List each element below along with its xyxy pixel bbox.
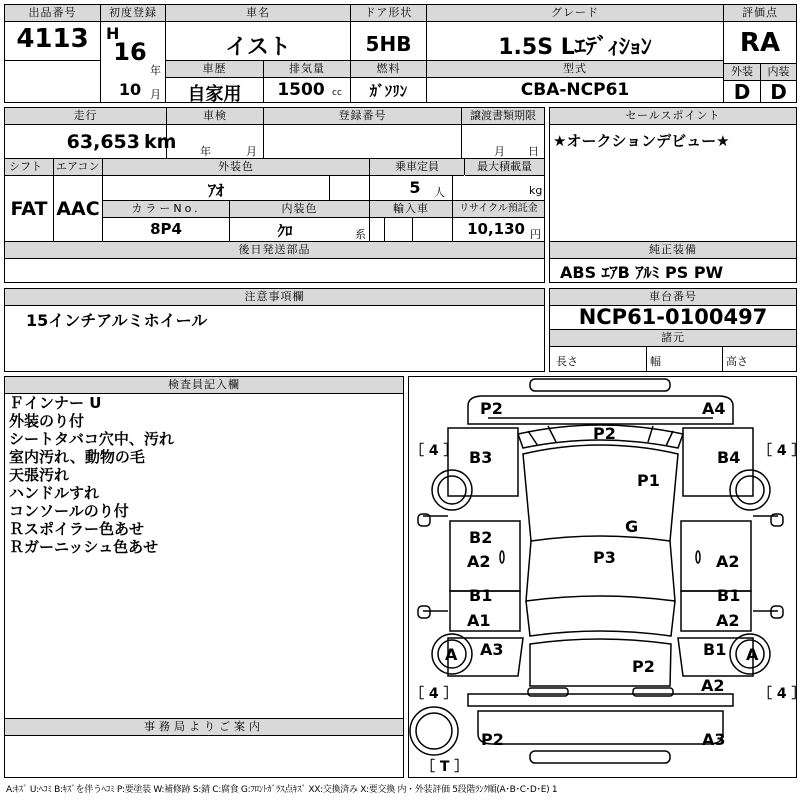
mileage-unit: km bbox=[144, 131, 177, 153]
color-no: 8P4 bbox=[150, 220, 182, 238]
spare-tire: ［ T ］ bbox=[421, 759, 469, 775]
history: 自家用 bbox=[187, 84, 242, 105]
import-label: 輸入車 bbox=[370, 201, 452, 218]
damage-mark: B1 bbox=[703, 640, 727, 659]
recycle-unit: 円 bbox=[530, 228, 541, 241]
spec-label: 諸元 bbox=[550, 330, 796, 347]
load-label: 最大積載量 bbox=[465, 159, 544, 176]
int-color: ｸﾛ bbox=[277, 222, 293, 240]
shift-label: シフト bbox=[5, 159, 53, 176]
tire-tread: ［ 4 ］ bbox=[758, 686, 806, 702]
sales-point-label: セールスポイント bbox=[550, 108, 796, 125]
tire-tread: ［ 4 ］ bbox=[758, 443, 806, 459]
int-color-unit: 系 bbox=[355, 228, 366, 241]
interior-grade: D bbox=[770, 80, 787, 104]
damage-mark: B4 bbox=[717, 448, 741, 467]
damage-mark: A2 bbox=[467, 552, 491, 571]
inspector-line: ハンドルすれ bbox=[9, 484, 100, 502]
capacity-label: 乗車定員 bbox=[370, 159, 464, 176]
exterior-grade: D bbox=[733, 80, 751, 104]
recycle-label: リサイクル預託金 bbox=[453, 201, 544, 218]
fuel: ｶﾞｿﾘﾝ bbox=[369, 82, 408, 100]
damage-mark: A2 bbox=[716, 552, 740, 571]
model-label: 型式 bbox=[427, 61, 723, 78]
displacement: 1500 bbox=[277, 80, 325, 100]
damage-mark: P3 bbox=[593, 548, 616, 567]
recycle: 10,130 bbox=[467, 220, 525, 238]
transfer-month-unit: 月 bbox=[494, 145, 505, 158]
capacity: 5 bbox=[409, 178, 421, 197]
displacement-label: 排気量 bbox=[264, 61, 350, 78]
chassis-label: 車台番号 bbox=[550, 289, 796, 306]
color-no-label: カラーNo. bbox=[103, 201, 229, 218]
notes-text: 15インチアルミホイール bbox=[26, 311, 208, 330]
damage-mark: P2 bbox=[593, 424, 616, 443]
inspector-line: 天張汚れ bbox=[9, 466, 70, 484]
car-name-label: 車名 bbox=[166, 5, 350, 22]
damage-mark: B3 bbox=[469, 448, 493, 467]
first-reg-month: 10 bbox=[118, 80, 142, 99]
tire-tread: ［ 4 ］ bbox=[410, 686, 458, 702]
inspection-label: 車検 bbox=[167, 108, 263, 125]
damage-mark: A2 bbox=[716, 611, 740, 630]
ins-month-unit: 月 bbox=[246, 145, 257, 158]
color-label: 外装色 bbox=[103, 159, 369, 176]
shift: FAT bbox=[10, 198, 48, 220]
capacity-unit: 人 bbox=[434, 186, 445, 199]
score: RA bbox=[739, 28, 781, 58]
exterior-label: 外装 bbox=[724, 64, 760, 81]
equipment-label: 純正装備 bbox=[550, 242, 796, 259]
inspector-label: 検査員記入欄 bbox=[5, 377, 403, 394]
damage-mark: A3 bbox=[480, 640, 504, 659]
reg-no-label: 登録番号 bbox=[264, 108, 461, 125]
later-parts-label: 後日発送部品 bbox=[5, 242, 544, 259]
door-label: ドア形状 bbox=[351, 5, 426, 22]
inspector-line: Ｒガーニッシュ色あせ bbox=[9, 538, 159, 556]
height-label: 高さ bbox=[726, 355, 748, 368]
score-label: 評価点 bbox=[724, 5, 796, 22]
load-unit: kg bbox=[529, 184, 543, 197]
grade-label: グレード bbox=[427, 5, 723, 22]
lot-no: 4113 bbox=[16, 24, 89, 54]
inspector-lines bbox=[9, 394, 174, 556]
car-name: イスト bbox=[225, 35, 291, 60]
damage-mark: B1 bbox=[717, 586, 741, 605]
inspector-line: シートタバコ穴中、汚れ bbox=[9, 430, 174, 448]
lot-no-label: 出品番号 bbox=[5, 5, 100, 22]
length-label: 長さ bbox=[556, 355, 578, 368]
inspector-line: Ｆインナー U bbox=[9, 394, 102, 412]
grade: 1.5S Lｴﾃﾞｨｼｮﾝ bbox=[498, 35, 652, 60]
damage-mark: P2 bbox=[480, 399, 503, 418]
damage-mark: P2 bbox=[481, 730, 504, 749]
damage-mark: P2 bbox=[632, 657, 655, 676]
ac-label: エアコン bbox=[54, 159, 102, 176]
inspector-line: 室内汚れ、動物の毛 bbox=[9, 448, 145, 466]
wheel-mark: A bbox=[746, 645, 759, 664]
transfer-day-unit: 日 bbox=[528, 145, 539, 158]
first-reg-year: 16 bbox=[113, 38, 147, 66]
color: ｱｵ bbox=[207, 181, 224, 200]
mileage: 63,653 bbox=[66, 131, 140, 153]
chassis-number: NCP61-0100497 bbox=[578, 305, 768, 329]
door: 5HB bbox=[365, 32, 412, 56]
history-label: 車歴 bbox=[166, 61, 263, 78]
tire-tread: ［ 4 ］ bbox=[410, 443, 458, 459]
damage-mark: B2 bbox=[469, 528, 493, 547]
ac: AAC bbox=[56, 198, 100, 220]
damage-mark: A1 bbox=[467, 611, 491, 630]
inspector-line: 外装のり付 bbox=[9, 412, 85, 430]
width-label: 幅 bbox=[650, 355, 661, 368]
equipment-text: ABS ｴｱB ｱﾙﾐ PS PW bbox=[560, 263, 724, 282]
inspector-line: Ｒスポイラー色あせ bbox=[9, 520, 145, 538]
legend: A:ｷｽﾞ U:ﾍｺﾐ B:ｷｽﾞを伴うﾍｺﾐ P:要塗装 W:補修跡 S:錆 C:腐食 G:ﾌﾛﾝﾄｶﾞﾗｽ点ｷｽﾞ XX:交換済み X:要交換 内・外装評価 5段階ﾗﾝｸ順(A･B･C･D･E) 1 bbox=[6, 785, 558, 795]
mileage-label: 走行 bbox=[5, 108, 166, 125]
office-label: 事務局よりご案内 bbox=[5, 719, 403, 736]
damage-mark: A2 bbox=[701, 676, 725, 695]
wheel-mark: A bbox=[445, 645, 458, 664]
interior-label: 内装 bbox=[761, 64, 796, 81]
model: CBA-NCP61 bbox=[520, 80, 630, 100]
damage-mark: P1 bbox=[637, 471, 660, 490]
damage-mark: B1 bbox=[469, 586, 493, 605]
month-unit: 月 bbox=[150, 88, 161, 101]
transfer-label: 譲渡書類期限 bbox=[462, 108, 544, 125]
year-unit: 年 bbox=[150, 64, 161, 77]
first-reg-label: 初度登録 bbox=[101, 5, 165, 22]
damage-mark: G bbox=[625, 517, 639, 536]
ins-year-unit: 年 bbox=[200, 145, 211, 158]
inspector-line: コンソールのり付 bbox=[9, 502, 129, 520]
int-color-label: 内装色 bbox=[230, 201, 369, 218]
sales-point-text: ★オークションデビュー★ bbox=[553, 132, 730, 150]
fuel-label: 燃料 bbox=[351, 61, 426, 78]
damage-mark: A4 bbox=[702, 399, 726, 418]
era: H bbox=[106, 24, 120, 43]
displacement-unit: cc bbox=[332, 88, 342, 98]
notes-label: 注意事項欄 bbox=[5, 289, 544, 306]
damage-mark: A3 bbox=[702, 730, 726, 749]
